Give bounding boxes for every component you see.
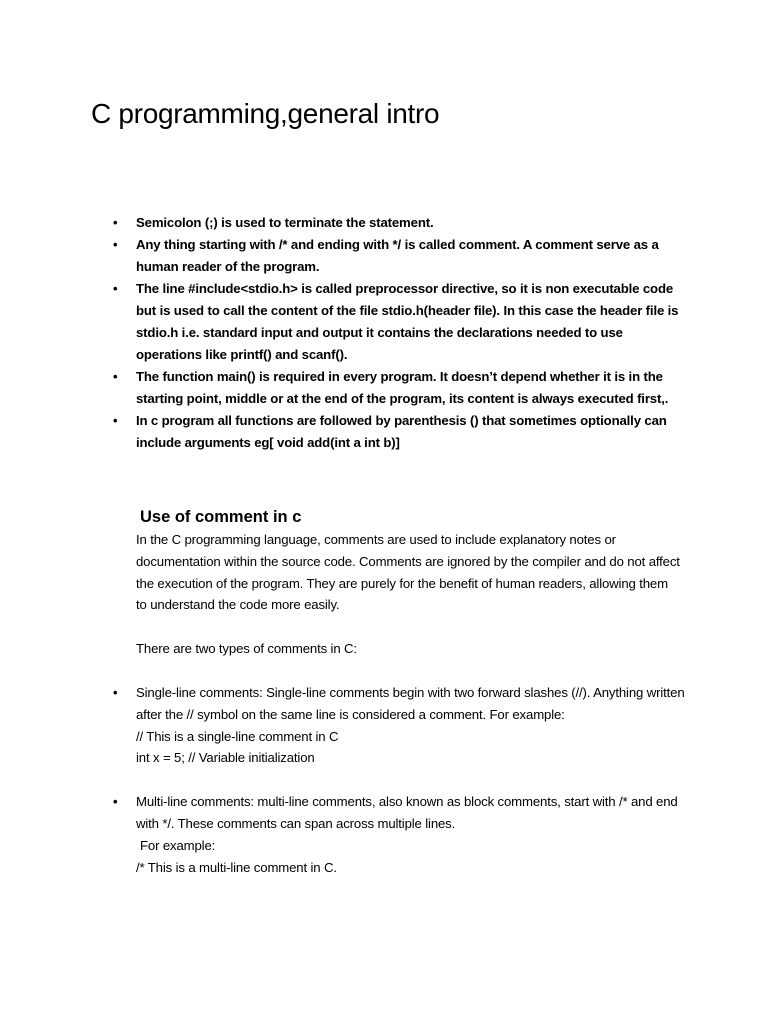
bullet-text: Any thing starting with /* and ending with */ is called comment. A comment serve as a human reader of the program.	[136, 237, 659, 274]
section-heading: Use of comment in c	[140, 508, 302, 526]
list-item	[0, 791, 686, 878]
list-item	[0, 278, 681, 366]
single-line-example-1: // This is a single-line comment in C	[136, 728, 339, 744]
single-line-example-2: int x = 5; // Variable initialization	[136, 750, 315, 766]
comment-types-list	[0, 682, 768, 878]
bullet-icon: •	[113, 413, 118, 428]
list-item	[0, 682, 686, 769]
list-item	[0, 234, 681, 278]
comment-intro-paragraph: In the C programming language, comments are used to include explanatory notes or documentation within the source code. Comments are ignored by the compiler and do not affect the execution of the program. They are purely for the benefit of human readers, allowing them to understand the code more easily.	[136, 532, 680, 613]
bullet-icon: •	[113, 237, 118, 252]
multi-line-example-label: For example:	[140, 837, 216, 853]
bullet-icon: •	[113, 369, 118, 384]
bullet-text: In c program all functions are followed by parenthesis () that sometimes optionally can include arguments eg[ void add(int a int b)]	[136, 413, 667, 450]
bullet-icon: •	[113, 215, 118, 230]
list-item	[0, 366, 681, 410]
page-title: C programming,general intro	[91, 98, 440, 129]
single-line-description: Single-line comments: Single-line comments begin with two forward slashes (//). Anything written after the // symbol on the same line is considered a comment. For example:	[136, 685, 685, 722]
bullet-icon: •	[113, 685, 118, 700]
multi-line-description: Multi-line comments: multi-line comments, also known as block comments, start with /* and end with */. These comments can span across multiple lines.	[136, 794, 678, 831]
bullet-text: The line #include<stdio.h> is called preprocessor directive, so it is non executable code but is used to call the content of the file stdio.h(header file). In this case the header file is stdio.h i.e. standard input and output it contains the declarations needed to use operations like printf() and scanf().	[136, 281, 679, 362]
multi-line-example-1: /* This is a multi-line comment in C.	[136, 859, 337, 875]
bullet-icon: •	[113, 794, 118, 810]
intro-bullet-list	[0, 212, 768, 454]
list-item	[0, 410, 681, 454]
bullet-text: The function main() is required in every program. It doesn’t depend whether it is in the starting point, middle or at the end of the program, its content is always executed first,.	[136, 369, 669, 406]
list-item	[0, 212, 681, 234]
comment-types-intro: There are two types of comments in C:	[136, 641, 357, 656]
bullet-icon: •	[113, 281, 118, 296]
bullet-text: Semicolon (;) is used to terminate the statement.	[136, 215, 434, 230]
